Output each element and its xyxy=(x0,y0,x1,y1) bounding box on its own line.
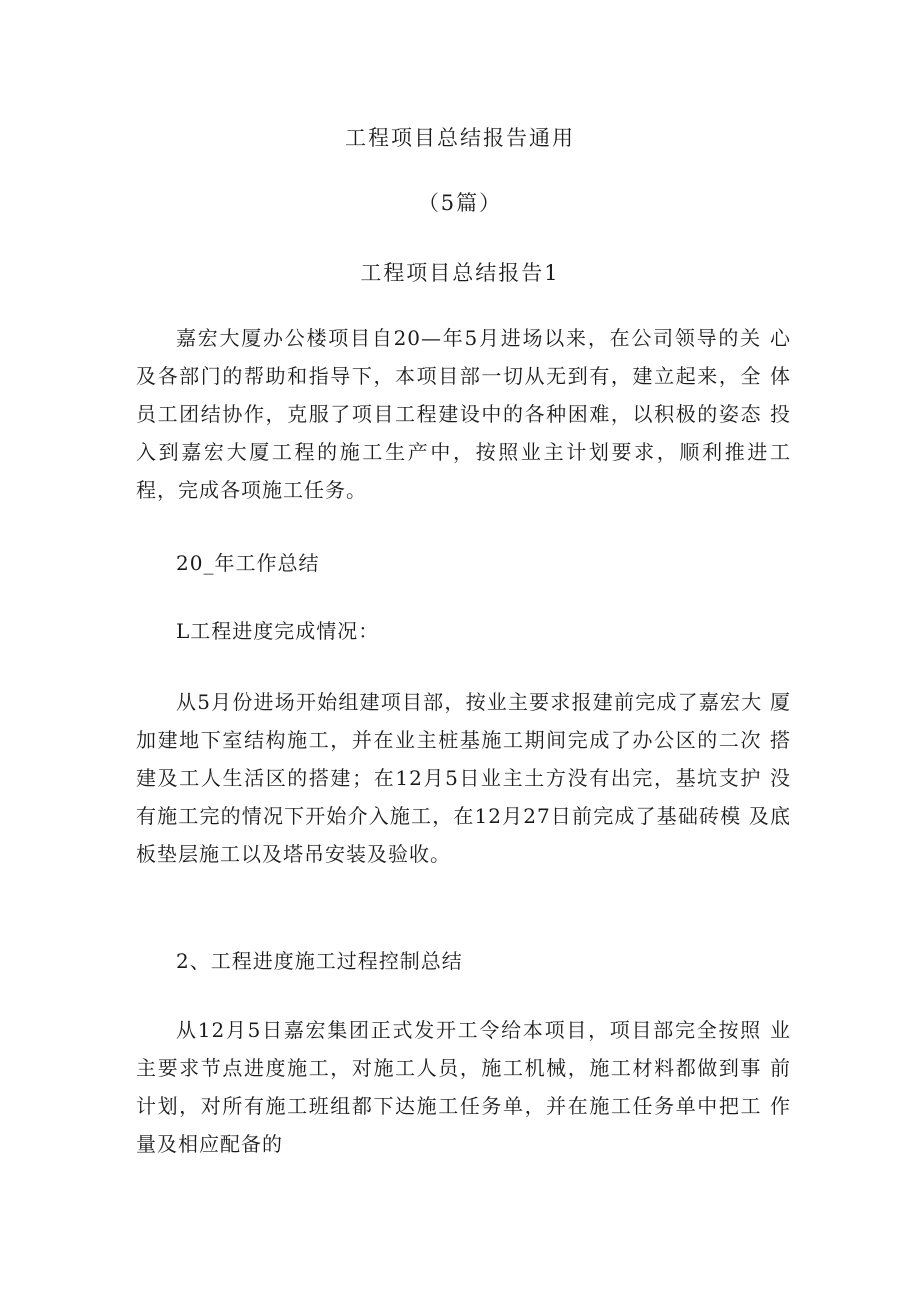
intro-paragraph: 嘉宏大厦办公楼项目自20—年5月进场以来，在公司领导的关 心及各部门的帮助和指导下，本项目部一切从无到有，建立起来，全 体员工团结协作，克服了项目工程建设中的各种困难，以积极的姿态 投入到嘉宏大厦工程的施工生产中，按照业主计划要求，顺利推进工 程，完成各项施工任务。 xyxy=(136,326,791,502)
document-subtitle: （5篇） xyxy=(417,191,503,215)
control-heading: 2、工程进度施工过程控制总结 xyxy=(176,949,463,973)
document-title: 工程项目总结报告通用 xyxy=(345,126,575,150)
control-paragraph: 从12月5日嘉宏集团正式发开工令给本项目，项目部完全按照 业主要求节点进度施工，对施工人员，施工机械，施工材料都做到事 前计划，对所有施工班组都下达施工任务单，并在施工任务单中把工 作量及相应配备的 xyxy=(136,1018,791,1156)
progress-heading: L工程进度完成情况： xyxy=(176,619,380,643)
year-summary-heading: 20_年工作总结 xyxy=(176,551,320,575)
section-title: 工程项目总结报告1 xyxy=(360,261,560,285)
progress-paragraph: 从5月份进场开始组建项目部，按业主要求报建前完成了嘉宏大 厦加建地下室结构施工，并在业主桩基施工期间完成了办公区的二次 搭建及工人生活区的搭建；在12月5日业主土方没有出完，基坑支护 没有施工完的情况下开始介入施工，在12月27日前完成了基础砖模 及底板垫层施工以及塔吊安装及验收。 xyxy=(136,690,791,866)
